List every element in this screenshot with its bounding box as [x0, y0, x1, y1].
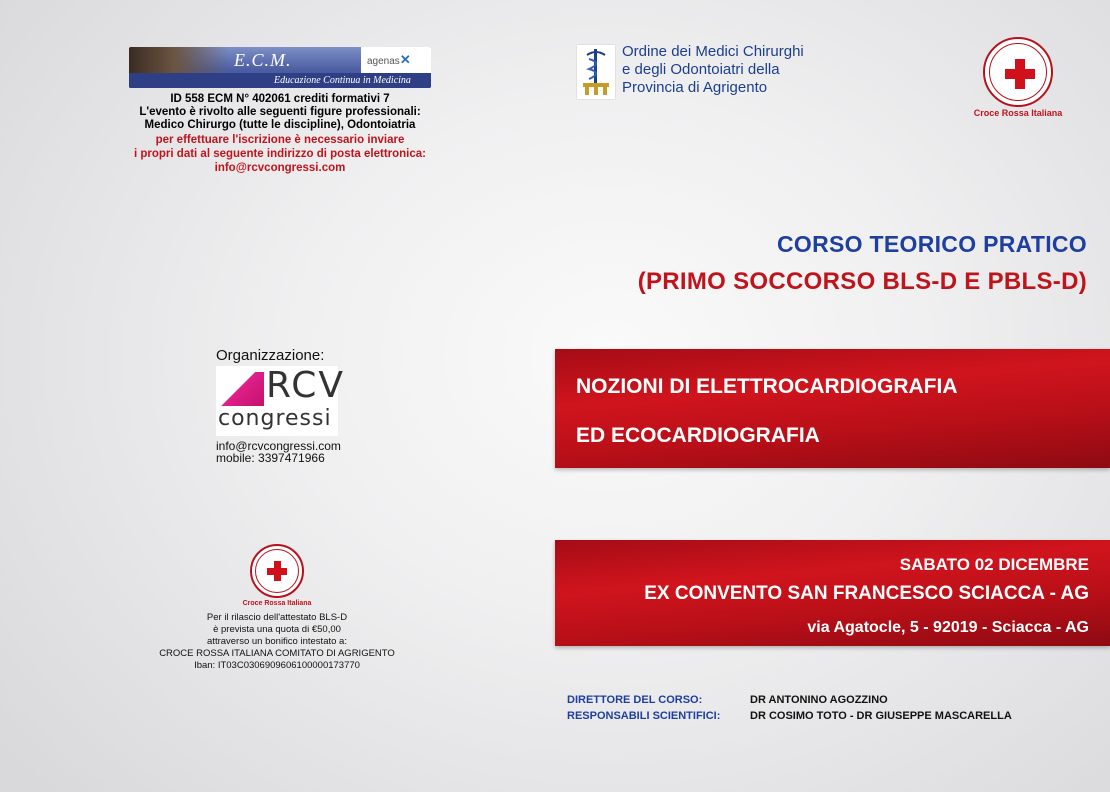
ordine-line1: Ordine dei Medici Chirurghi — [622, 43, 804, 60]
ecm-email-link[interactable]: info@rcvcongressi.com — [214, 162, 346, 174]
course-subtitle: (PRIMO SOCCORSO BLS-D E PBLS-D) — [637, 268, 1087, 295]
ecm-register-line2: i propri dati al seguente indirizzo di posta elettronica: — [133, 148, 426, 160]
ordine-medici-name — [622, 43, 804, 97]
ecm-banner-logo — [129, 47, 431, 88]
croce-rossa-label: Croce Rossa Italiana — [973, 108, 1063, 118]
ordine-line2: e degli Odontoiatri della — [622, 61, 780, 78]
croce-rossa-emblem-small — [250, 544, 304, 598]
event-address: via Agatocle, 5 - 92019 - Sciacca - AG — [807, 619, 1089, 636]
organizer-email-link[interactable]: info@rcvcongressi.com — [216, 439, 341, 453]
topic-line2: ED ECOCARDIOGRAFIA — [576, 424, 820, 447]
director-label: DIRETTORE DEL CORSO: — [567, 694, 703, 706]
course-title: CORSO TEORICO PRATICO — [777, 231, 1087, 257]
director-value: DR ANTONINO AGOZZINO — [750, 694, 888, 706]
ecm-id-line: ID 558 ECM N° 402061 crediti formativi 7 — [170, 93, 390, 105]
ecm-target-line1: L'evento è rivolto alle seguenti figure professionali: — [139, 106, 421, 118]
event-date: SABATO 02 DICEMBRE — [899, 555, 1089, 574]
event-details-banner — [555, 540, 1110, 646]
scientific-label: RESPONSABILI SCIENTIFICI: — [567, 710, 721, 722]
organizer-contact — [216, 440, 341, 464]
ecm-register-line1: per effettuare l'iscrizione è necessario inviare — [155, 134, 405, 146]
scientific-value: DR COSIMO TOTO - DR GIUSEPPE MASCARELLA — [750, 710, 1012, 722]
ordine-medici-logo — [577, 45, 615, 99]
organizer-label: Organizzazione: — [216, 347, 325, 364]
bls-payment-info: Per il rilascio dell'attestato BLS-D è prevista una quota di €50,00 attraverso un bonifico intestato a: CROCE ROSSA ITALIANA COMITATO DI AGRIGENTO Iban: IT03C0306909606100000173770 — [159, 612, 395, 671]
caduceus-icon — [577, 45, 615, 99]
agenas-logo: agenas✕ — [361, 47, 431, 73]
ecm-banner-subtitle: Educazione Continua in Medicina — [129, 73, 431, 88]
croce-rossa-emblem — [983, 37, 1053, 107]
ecm-banner-title: E.C.M. — [234, 50, 292, 70]
topic-banner — [555, 349, 1110, 468]
organizer-mobile: mobile: 3397471966 — [216, 451, 325, 465]
croce-rossa-label-small: Croce Rossa Italiana — [242, 600, 312, 607]
ecm-target-line2: Medico Chirurgo (tutte le discipline), Odontoiatria — [144, 119, 416, 131]
topic-line1: NOZIONI DI ELETTROCARDIOGRAFIA — [576, 375, 958, 398]
ordine-line3: Provincia di Agrigento — [622, 79, 768, 96]
rcv-congressi-logo: RCV congressi — [216, 366, 338, 436]
event-venue: EX CONVENTO SAN FRANCESCO SCIACCA - AG — [644, 583, 1089, 604]
